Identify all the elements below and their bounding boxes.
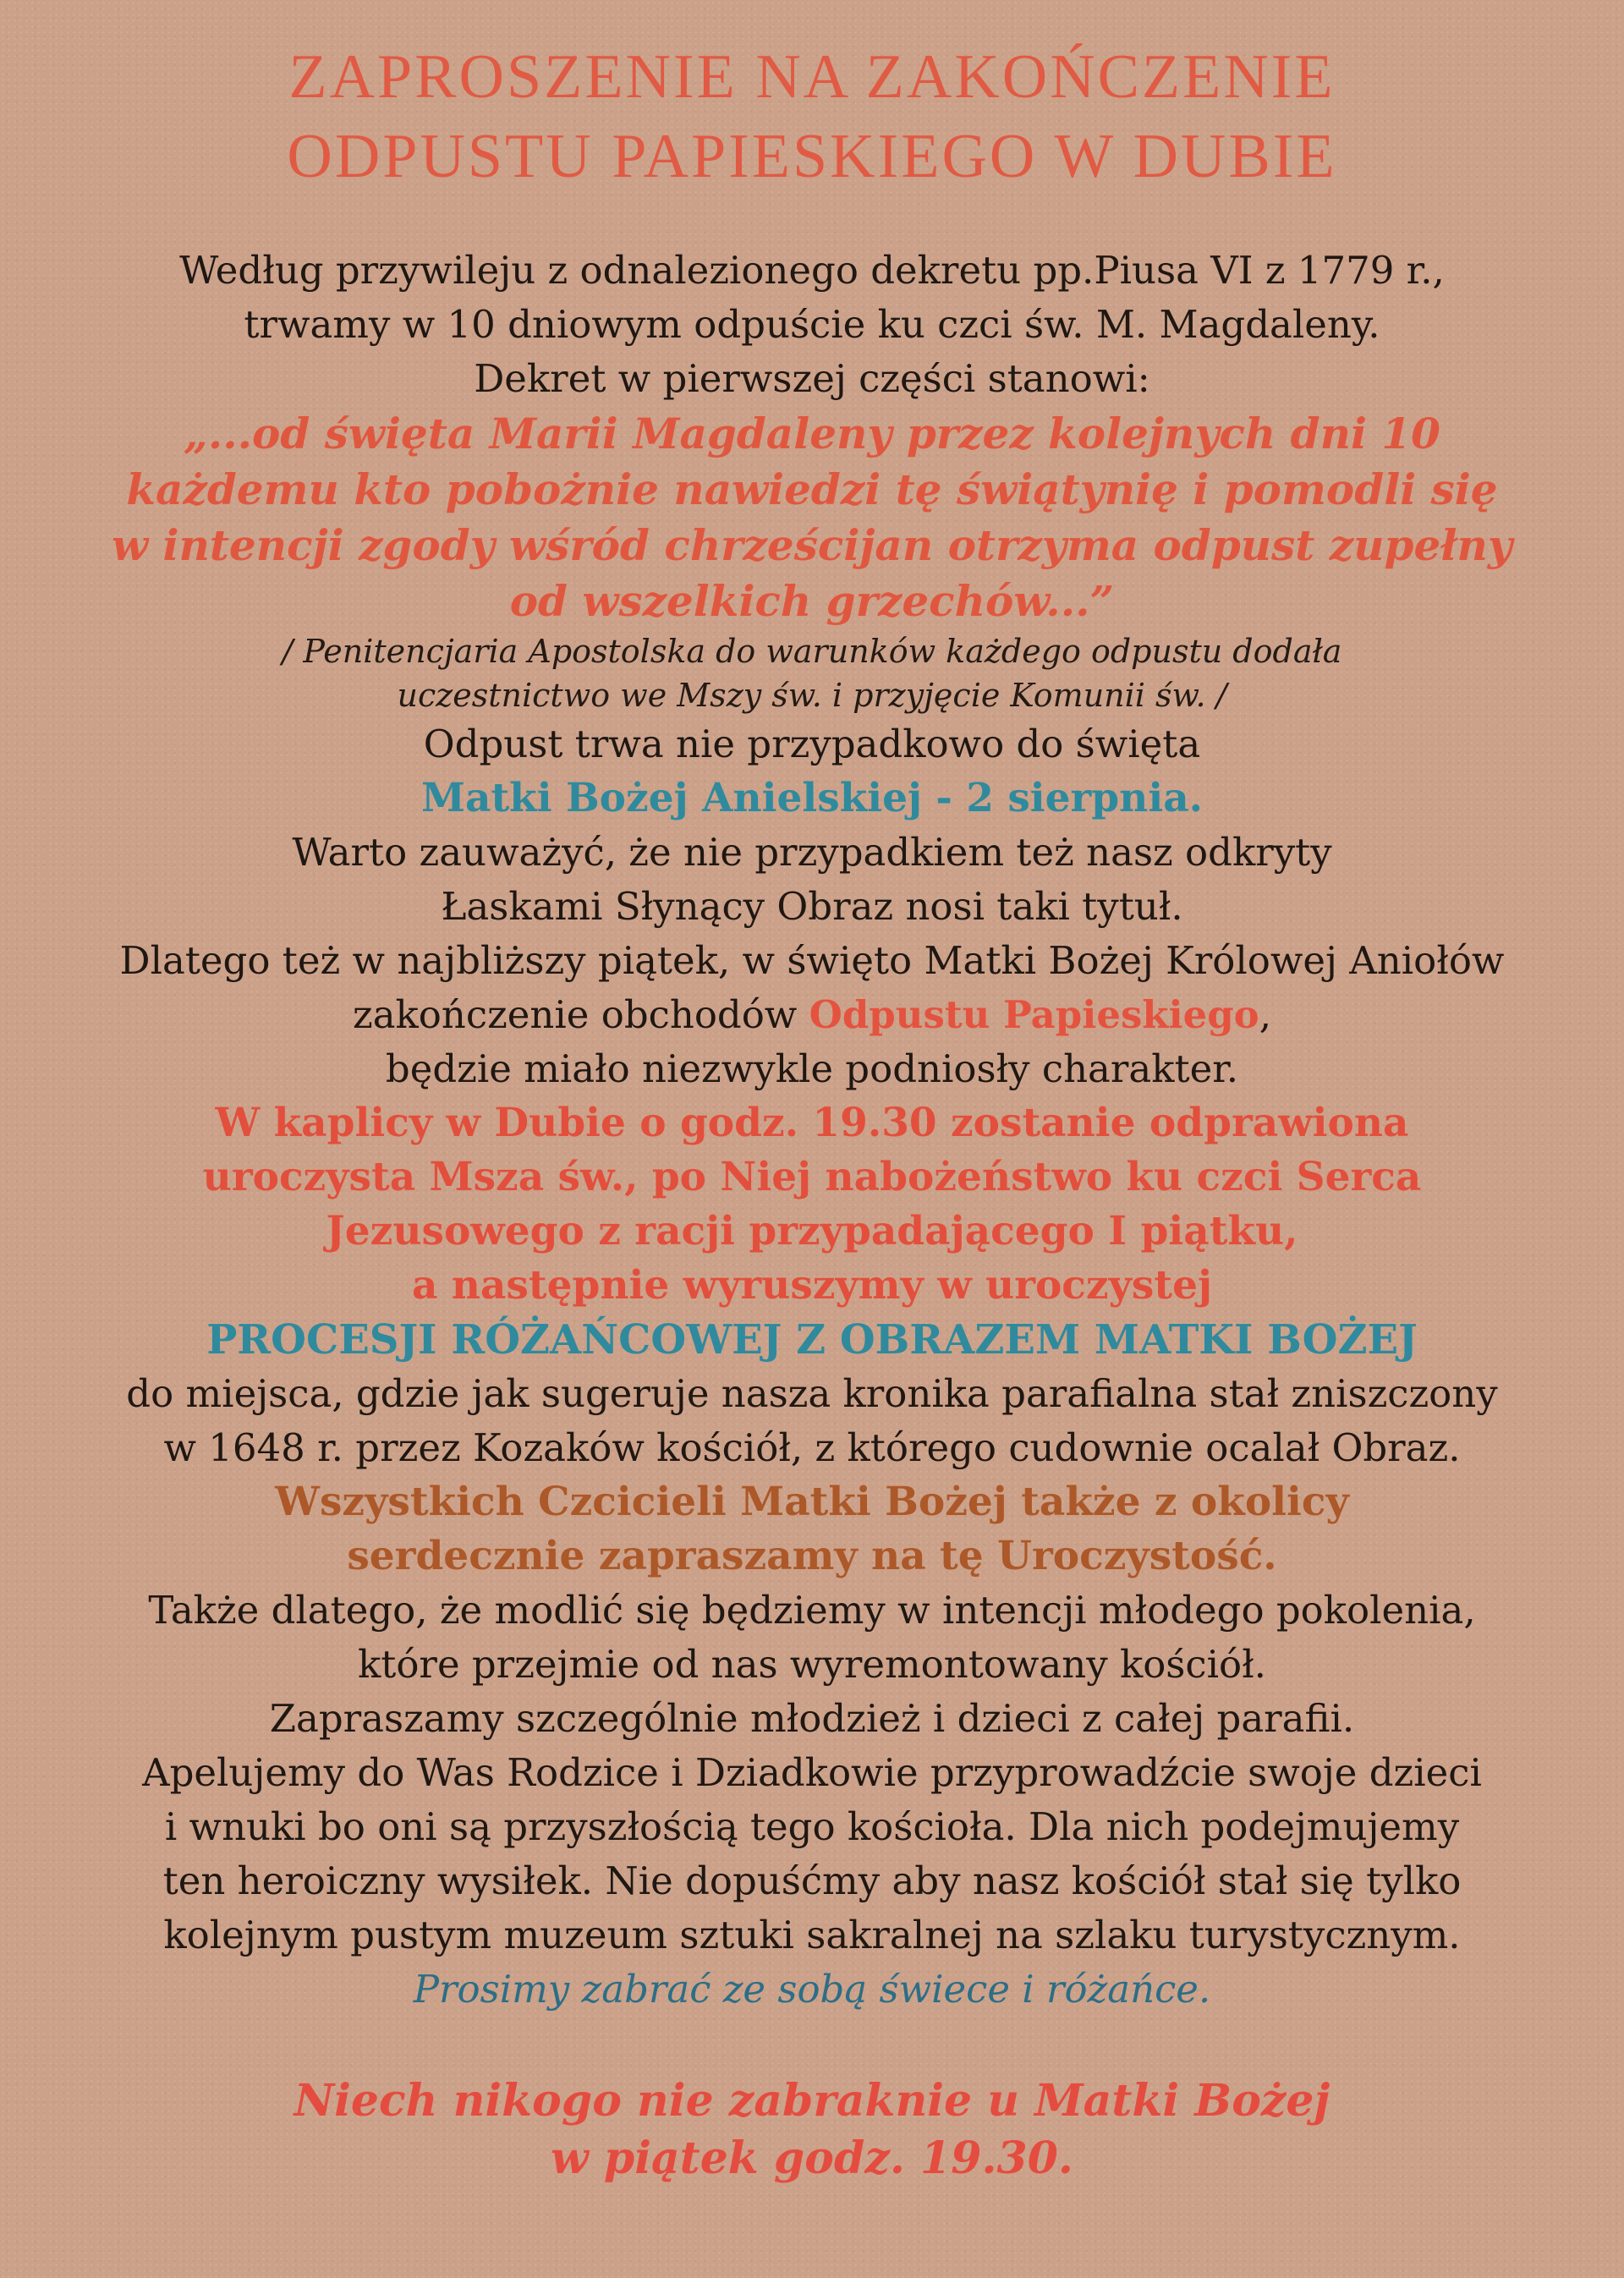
intro-line: Dekret w pierwszej części stanowi: — [474, 356, 1150, 401]
feast-section — [34, 717, 1590, 826]
history-line: w 1648 r. przez Kozaków kościół, z którego cudownie ocalał Obraz. — [163, 1425, 1461, 1470]
request-line: Prosimy zabrać ze sobą świece i różańce. — [413, 1967, 1211, 2012]
image-note-line: Łaskami Słynący Obraz nosi taki tytuł. — [441, 884, 1183, 929]
procession-heading: PROCESJI RÓŻAŃCOWEJ Z OBRAZEM MATKI BOŻEJ — [206, 1316, 1418, 1364]
decree-quote — [34, 406, 1590, 629]
appeal-line: Apelujemy do Was Rodzice i Dziadkowie przyprowadźcie swoje dzieci — [142, 1750, 1482, 1795]
ending-before: zakończenie obchodów — [353, 992, 809, 1037]
history-section — [34, 1367, 1590, 1475]
quote-line: w intencji zgody wśród chrześcijan otrzyma odpust zupełny — [112, 520, 1512, 570]
program-line: uroczysta Msza św., po Niej nabożeństwo ku czci Serca — [202, 1154, 1422, 1200]
ending-section — [34, 988, 1590, 1096]
invitation-line: serdecznie zapraszamy na tę Uroczystość. — [347, 1533, 1277, 1579]
feast-line: Odpust trwa nie przypadkowo do święta — [423, 722, 1201, 766]
appeal-line: Zapraszamy szczególnie młodzież i dzieci z całej parafii. — [269, 1696, 1355, 1741]
ending-line — [34, 988, 1590, 1042]
spacer — [34, 2017, 1590, 2072]
appeal-line: ten heroiczny wysiłek. Nie dopuśćmy aby nasz kościół stał się tylko — [162, 1858, 1462, 1903]
poster-title — [34, 37, 1590, 196]
penitentiary-note — [34, 629, 1590, 717]
feast-highlight: Matki Bożej Anielskiej - 2 sierpnia. — [420, 775, 1204, 821]
title-line-1: ZAPROSZENIE NA ZAKOŃCZENIE — [288, 42, 1336, 112]
image-note-line: Warto zauważyć, że nie przypadkiem też nasz odkryty — [292, 830, 1332, 875]
intro-line: Według przywileju z odnalezionego dekretu pp.Piusa VI z 1779 r., — [179, 248, 1445, 293]
appeal-line: i wnuki bo oni są przyszłością tego kościoła. Dla nich podejmujemy — [164, 1804, 1460, 1849]
appeal-line: kolejnym pustym muzeum sztuki sakralnej na szlaku turystycznym. — [163, 1913, 1461, 1957]
program-section — [34, 1096, 1590, 1313]
intro-line: trwamy w 10 dniowym odpuście ku czci św. M. Magdaleny. — [244, 302, 1380, 347]
title-line-2: ODPUSTU PAPIESKIEGO W DUBIE — [287, 122, 1337, 191]
note-line: uczestnictwo we Mszy św. i przyjęcie Komunii św. / — [397, 677, 1227, 714]
appeal-line: Także dlatego, że modlić się będziemy w intencji młodego pokolenia, — [148, 1588, 1476, 1633]
closing-section — [34, 2072, 1590, 2187]
quote-line: od wszelkich grzechów...” — [509, 576, 1115, 626]
appeal-section — [34, 1584, 1590, 1962]
appeal-line: które przejmie od nas wyremontowany kościół. — [357, 1642, 1266, 1687]
image-note — [34, 826, 1590, 988]
image-note-line: Dlatego też w najbliższy piątek, w święto Matki Bożej Królowej Aniołów — [119, 938, 1505, 983]
program-line: W kaplicy w Dubie o godz. 19.30 zostanie odprawiona — [215, 1100, 1409, 1146]
ending-line-2: będzie miało niezwykle podniosły charakter. — [385, 1046, 1239, 1091]
closing-line: Niech nikogo nie zabraknie u Matki Bożej — [294, 2075, 1330, 2127]
quote-line: „...od święta Marii Magdaleny przez kolejnych dni 10 — [184, 409, 1440, 458]
invitation-line: Wszystkich Czcicieli Matki Bożej także z okolicy — [275, 1479, 1349, 1525]
quote-line: każdemu kto pobożnie nawiedzi tę świątynię i pomodli się — [126, 464, 1498, 514]
note-line: / Penitencjaria Apostolska do warunków każdego odpustu dodała — [282, 633, 1342, 670]
closing-line: w piątek godz. 19.30. — [551, 2133, 1073, 2184]
ending-highlight: Odpustu Papieskiego — [809, 992, 1259, 1037]
invitation-section — [34, 1475, 1590, 1584]
history-line: do miejsca, gdzie jak sugeruje nasza kronika parafialna stał zniszczony — [126, 1371, 1498, 1416]
ending-after: , — [1259, 992, 1271, 1037]
program-line: Jezusowego z racji przypadającego I piątku, — [326, 1208, 1298, 1254]
program-line: a następnie wyruszymy w uroczystej — [411, 1262, 1213, 1309]
intro-paragraph — [34, 244, 1590, 406]
